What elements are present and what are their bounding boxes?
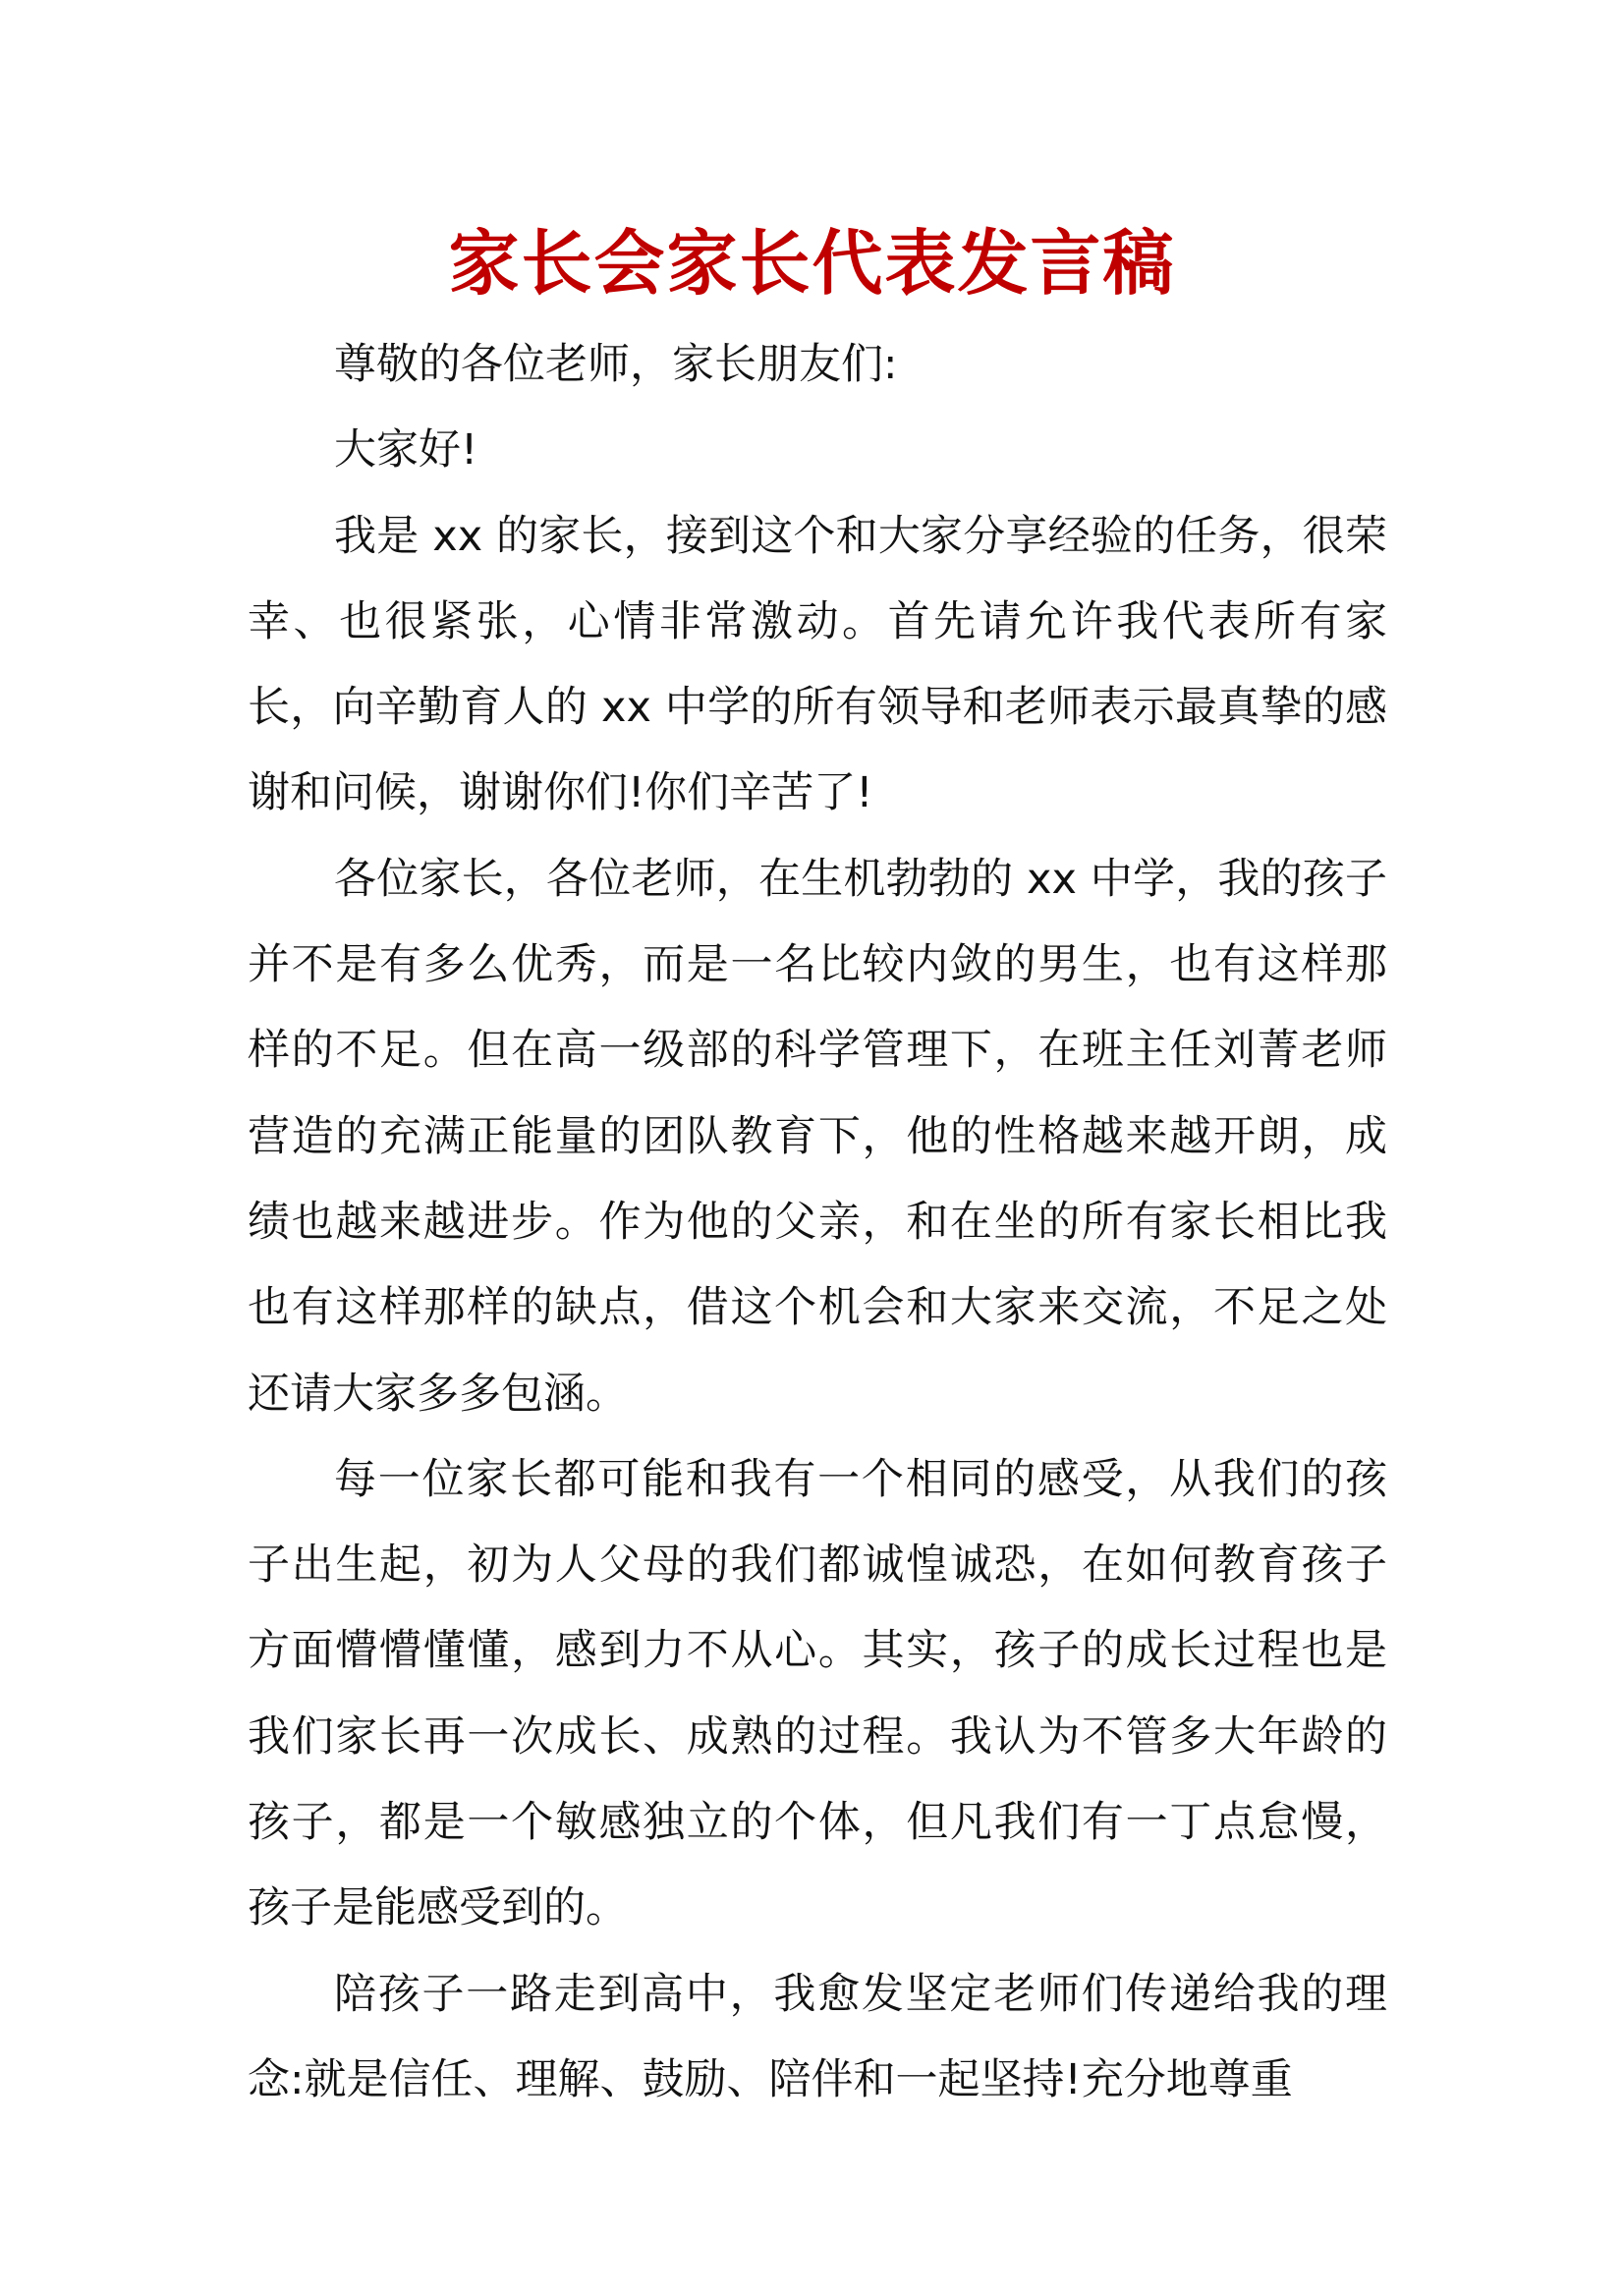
body-paragraph: 各位家长，各位老师，在生机勃勃的 xx 中学，我的孩子并不是有多么优秀，而是一名比较内敛的男生，也有这样那样的不足。但在高一级部的科学管理下，在班主任刘菁老师营造的充满正能量的团队教育下，他的性格越来越开朗，成绩也越来越进步。作为他的父亲，和在坐的所有家长相比我也有这样那样的缺点，借这个机会和大家来交流，不足之处还请大家多多包涵。 — [248, 854, 1387, 1419]
document-title: 家长会家长代表发言稿 — [448, 222, 1176, 305]
document-body — [248, 322, 1387, 2123]
salutation-paragraph: 尊敬的各位老师，家长朋友们: — [334, 340, 898, 389]
body-paragraph: 我是 xx 的家长，接到这个和大家分享经验的任务，很荣幸、也很紧张，心情非常激动。首先请允许我代表所有家长，向辛勤育人的 xx 中学的所有领导和老师表示最真挚的感谢和问候，谢谢你们!你们辛苦了! — [248, 511, 1387, 818]
greeting-paragraph: 大家好! — [334, 425, 478, 476]
body-paragraph: 陪孩子一路走到高中，我愈发坚定老师们传递给我的理念:就是信任、理解、鼓励、陪伴和一起坚持!充分地尊重 — [248, 1969, 1387, 2104]
body-paragraph: 每一位家长都可能和我有一个相同的感受，从我们的孩子出生起，初为人父母的我们都诚惶诚恐，在如何教育孩子方面懵懵懂懂，感到力不从心。其实，孩子的成长过程也是我们家长再一次成长、成熟的过程。我认为不管多大年龄的孩子，都是一个敏感独立的个体，但凡我们有一丁点怠慢，孩子是能感受到的。 — [248, 1454, 1387, 1933]
